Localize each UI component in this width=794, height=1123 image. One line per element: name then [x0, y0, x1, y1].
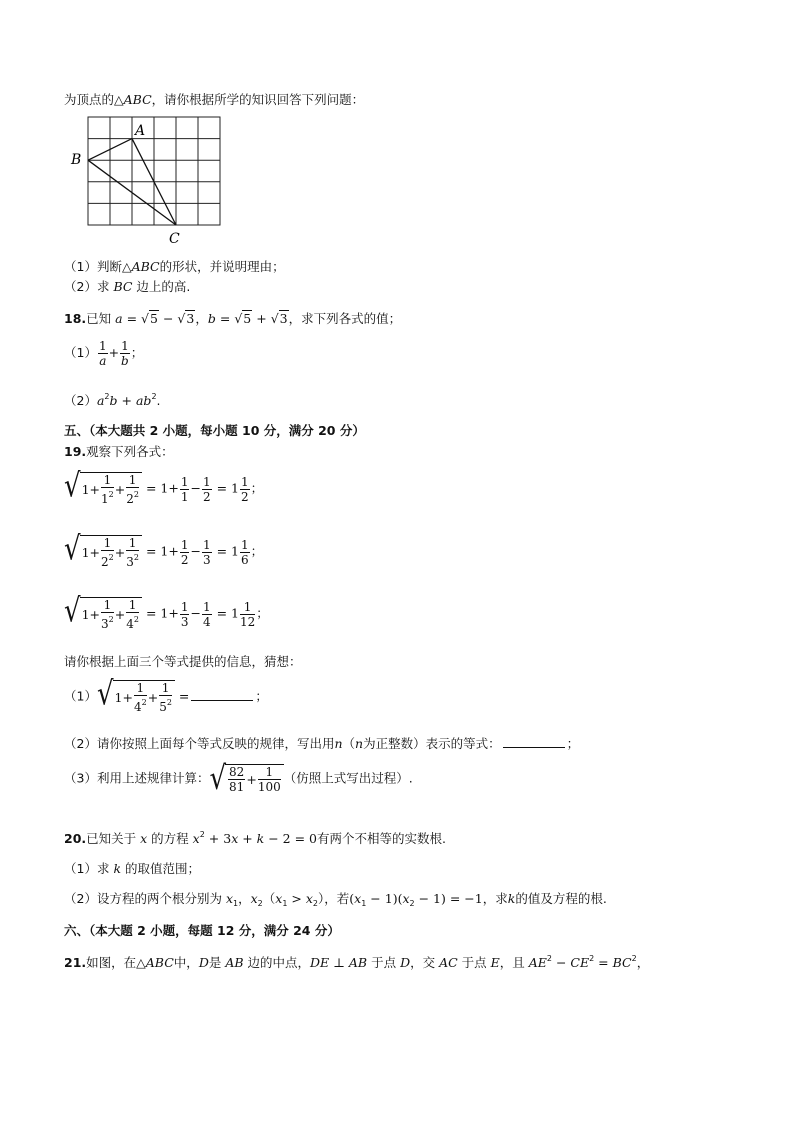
q20-part1: （1）求 k 的取值范围；	[64, 861, 200, 876]
section-6-heading: 六、（本大题 2 小题，每题 12 分，满分 24 分）	[64, 923, 340, 938]
q17-part1: （1）判断△ABC的形状，并说明理由；	[64, 259, 285, 274]
q19-part2: （2）请你按照上面每个等式反映的规律，写出用n（n为正整数）表示的等式： ；	[64, 736, 580, 751]
q18-part2: $(2)a^2b + ab^2$.	[64, 392, 161, 408]
triangle-grid-diagram	[66, 112, 226, 250]
q18-stem: 18.已知 a = √5 − √3，b = √5 + √3，求下列各式的值；	[64, 311, 402, 326]
q17-part2: （2）求 BC 边上的高.	[64, 279, 191, 294]
q19-guess: 请你根据上面三个等式提供的信息，猜想：	[64, 654, 302, 669]
q19-part2-answer-blank[interactable]	[503, 747, 565, 748]
q19-part1-answer-blank[interactable]	[191, 700, 253, 701]
q21-stem: 21.如图，在△ABC中，D是 AB 边的中点，DE ⊥ AB 于点 D，交 AC 于点 E，且 $AE^2 - CE^2 = BC^2$，	[64, 954, 650, 970]
q19-stem: 19.观察下列各式：	[64, 444, 174, 459]
q20-part2: （2）设方程的两个根分别为 $x_1$，$x_2(x_1 > x_2)$，若$(x_1 - 1)(x_2 - 1) = -1$，求k的值及方程的根.	[64, 891, 607, 908]
label-c: C	[169, 231, 180, 247]
q19-part1: （1） √ 1+ $\frac{1}{4^2}$ + $\frac{1}{5^2}$ = ；	[64, 675, 268, 714]
q19-eq2: √ 1+ $\frac{1}{2^2}$ + $\frac{1}{3^2}$ = 1+ $\frac{1}{2}$ − $\frac{1}{3}$ = 1 $\frac{1}{6}$ ；	[64, 530, 264, 569]
q19-eq1: √ 1+ $\frac{1}{1^2}$ + $\frac{1}{2^2}$ = 1+ $\frac{1}{1}$ − $\frac{1}{2}$ = 1 $\frac{1}{2}$ ；	[64, 467, 264, 506]
section-5-heading: 五、（本大题共 2 小题，每小题 10 分，满分 20 分）	[64, 423, 365, 438]
label-b: B	[71, 152, 82, 168]
q20-stem: 20.已知关于 x 的方程 $x^2 + 3x + k - 2 = 0$有两个不相等的实数根.	[64, 830, 446, 846]
q19-eq3: √ 1+ $\frac{1}{3^2}$ + $\frac{1}{4^2}$ = 1+ $\frac{1}{3}$ − $\frac{1}{4}$ = 1 $\frac{1}{12}$ ；	[64, 592, 269, 631]
q19-part3: （3）利用上述规律计算： √ $\frac{82}{81}$ + $\frac{1}{100}$ （仿照上式写出过程）.	[64, 760, 413, 798]
intro-line: 为顶点的△ABC，请你根据所学的知识回答下列问题：	[64, 92, 365, 107]
label-a: A	[135, 123, 146, 139]
q18-part1: （1） $\frac{1}{a}$ + $\frac{1}{b}$ ；	[64, 339, 144, 368]
grid-figure	[66, 112, 226, 250]
